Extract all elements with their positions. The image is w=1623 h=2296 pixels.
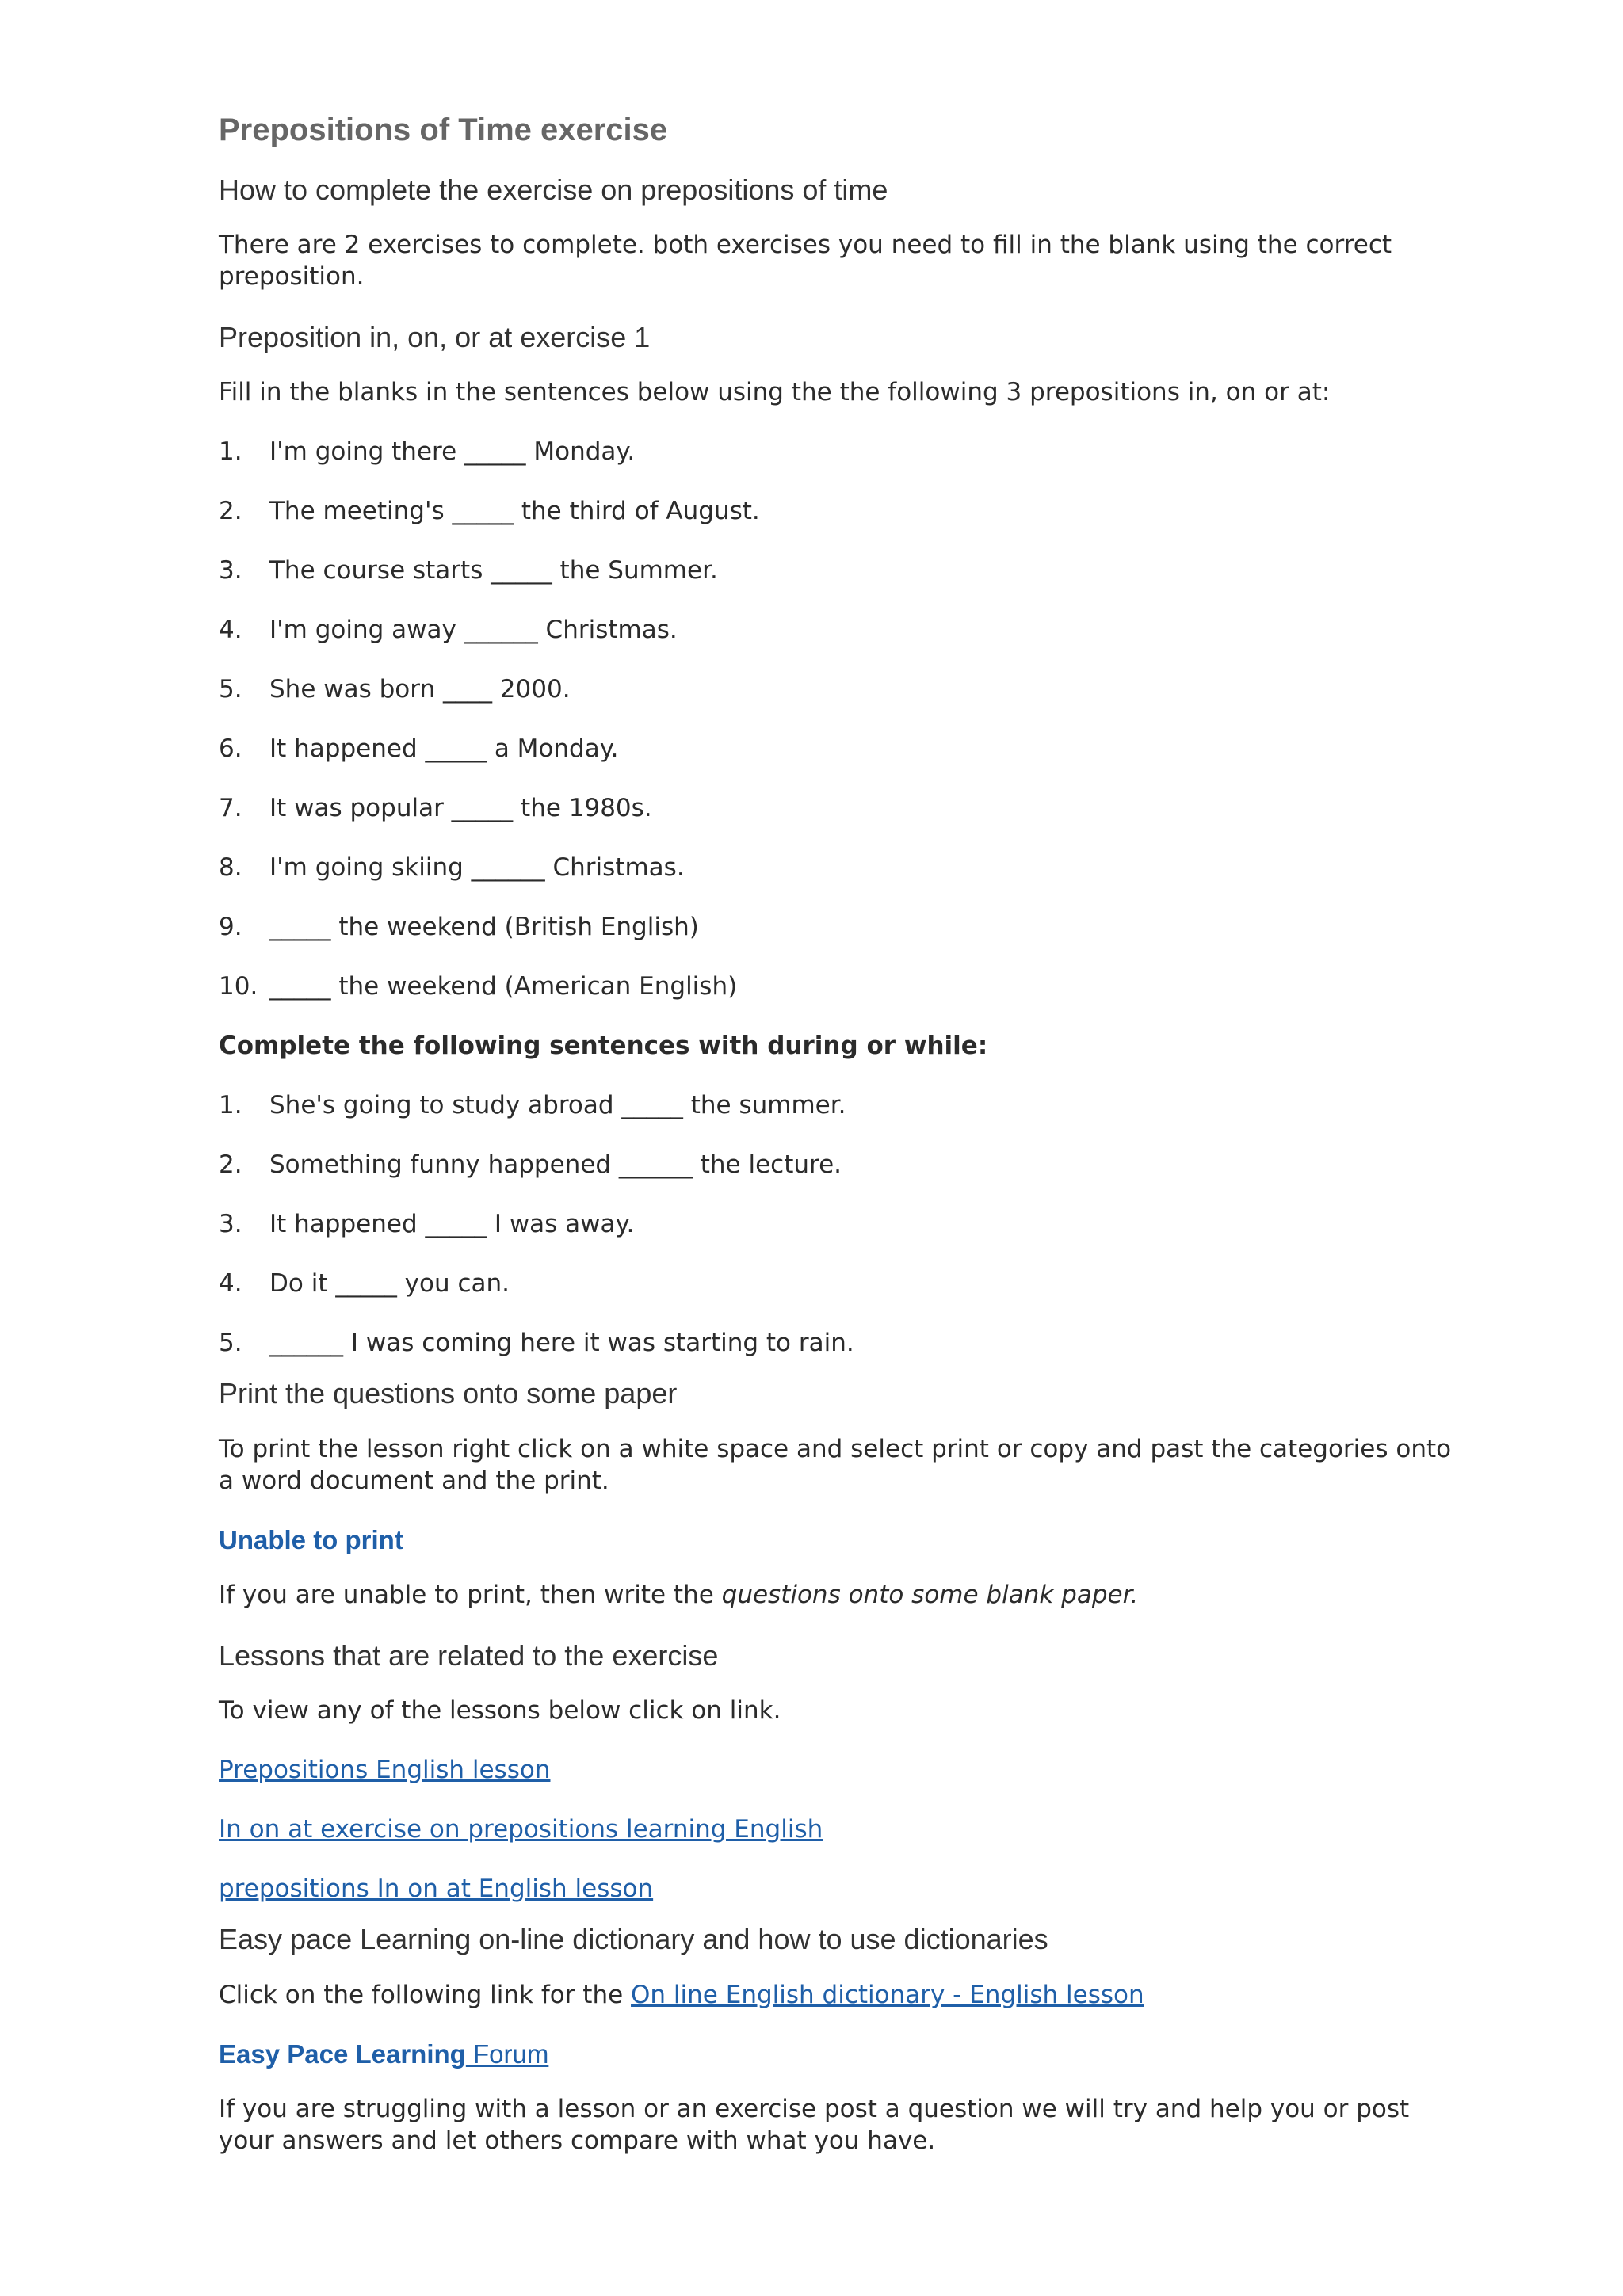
print-heading: Print the questions onto some paper [219, 1377, 678, 1410]
item-text: It happened _____ I was away. [269, 1210, 635, 1239]
exercise1-list [219, 436, 1455, 1002]
item-text: _____ the weekend (British English) [269, 913, 699, 942]
prepositions-lesson-link[interactable]: Prepositions English lesson [219, 1756, 551, 1785]
list-item [219, 1089, 1455, 1121]
unable-text-plain: If you are unable to print, then write the [219, 1581, 722, 1610]
forum-text: If you are struggling with a lesson or an exercise post a question we will try and help you or post your answers and let others compare with what you have. [219, 2095, 1410, 2156]
item-text: The meeting's _____ the third of August. [269, 497, 760, 526]
dictionary-text-plain: Click on the following link for the [219, 1980, 632, 2009]
dictionary-heading: Easy pace Learning on-line dictionary and how to use dictionaries [219, 1923, 1048, 1956]
item-number: 2. [219, 497, 242, 526]
item-number: 3. [219, 556, 242, 585]
list-item [219, 852, 1455, 883]
item-number: 10. [219, 972, 258, 1001]
list-item [219, 555, 1455, 586]
list-item [219, 614, 1455, 646]
list-item [219, 733, 1455, 765]
related-link-row [219, 1873, 1455, 1905]
list-item [219, 792, 1455, 824]
related-heading: Lessons that are related to the exercise [219, 1639, 719, 1672]
item-text: I'm going away ______ Christmas. [269, 616, 678, 645]
unable-text-italic: questions onto some blank paper. [721, 1581, 1139, 1610]
item-text: ______ I was coming here it was starting to rain. [269, 1329, 854, 1358]
print-text: To print the lesson right click on a white space and select print or copy and past the categories onto a word document and the print. [219, 1434, 1452, 1495]
in-on-at-lesson-link[interactable]: prepositions In on at English lesson [219, 1875, 654, 1904]
item-text: It happened _____ a Monday. [269, 734, 619, 764]
list-item [219, 1208, 1455, 1240]
item-text: She's going to study abroad _____ the summer. [269, 1091, 846, 1120]
exercise1-instruction: Fill in the blanks in the sentences below using the the following 3 prepositions in, on or at: [219, 378, 1331, 407]
item-text: I'm going there _____ Monday. [269, 437, 636, 467]
intro-text: There are 2 exercises to complete. both exercises you need to fill in the blank using the correct preposition. [219, 231, 1392, 292]
related-link-row [219, 1814, 1455, 1845]
exercise1-heading: Preposition in, on, or at exercise 1 [219, 321, 651, 354]
item-number: 1. [219, 437, 242, 467]
related-link-row [219, 1754, 1455, 1786]
list-item [219, 436, 1455, 467]
list-item [219, 1268, 1455, 1299]
list-item [219, 495, 1455, 527]
forum-link[interactable]: Forum [465, 2039, 549, 2069]
dictionary-text [219, 1979, 1455, 2011]
item-number: 8. [219, 853, 242, 883]
item-number: 7. [219, 794, 242, 823]
list-item [219, 971, 1455, 1002]
document-page [219, 111, 1455, 2184]
list-item [219, 911, 1455, 943]
list-item [219, 673, 1455, 705]
intro-heading: How to complete the exercise on prepositions of time [219, 174, 888, 206]
item-number: 5. [219, 1329, 242, 1358]
page-title: Prepositions of Time exercise [219, 113, 668, 147]
item-number: 5. [219, 675, 242, 704]
item-text: She was born ____ 2000. [269, 675, 571, 704]
item-text: Do it _____ you can. [269, 1269, 510, 1299]
item-text: Something funny happened ______ the lecture. [269, 1150, 842, 1180]
item-number: 9. [219, 913, 242, 942]
item-text: I'm going skiing ______ Christmas. [269, 853, 685, 883]
exercise2-list [219, 1089, 1455, 1359]
item-text: _____ the weekend (American English) [269, 972, 738, 1001]
list-item [219, 1327, 1455, 1359]
dictionary-link[interactable]: On line English dictionary - English lesson [631, 1980, 1144, 2009]
item-number: 6. [219, 734, 242, 764]
in-on-at-exercise-link[interactable]: In on at exercise on prepositions learning English [219, 1815, 823, 1844]
item-number: 4. [219, 1269, 242, 1299]
item-number: 1. [219, 1091, 242, 1120]
item-number: 3. [219, 1210, 242, 1239]
item-text: It was popular _____ the 1980s. [269, 794, 652, 823]
item-number: 2. [219, 1150, 242, 1180]
unable-to-print-text [219, 1579, 1455, 1611]
related-text: To view any of the lessons below click on link. [219, 1696, 781, 1726]
item-text: The course starts _____ the Summer. [269, 556, 718, 585]
unable-to-print-heading: Unable to print [219, 1524, 403, 1554]
forum-heading [219, 2039, 1455, 2070]
item-number: 4. [219, 616, 242, 645]
forum-heading-bold: Easy Pace Learning [219, 2039, 466, 2069]
list-item [219, 1149, 1455, 1180]
exercise2-instruction: Complete the following sentences with during or while: [219, 1032, 988, 1061]
